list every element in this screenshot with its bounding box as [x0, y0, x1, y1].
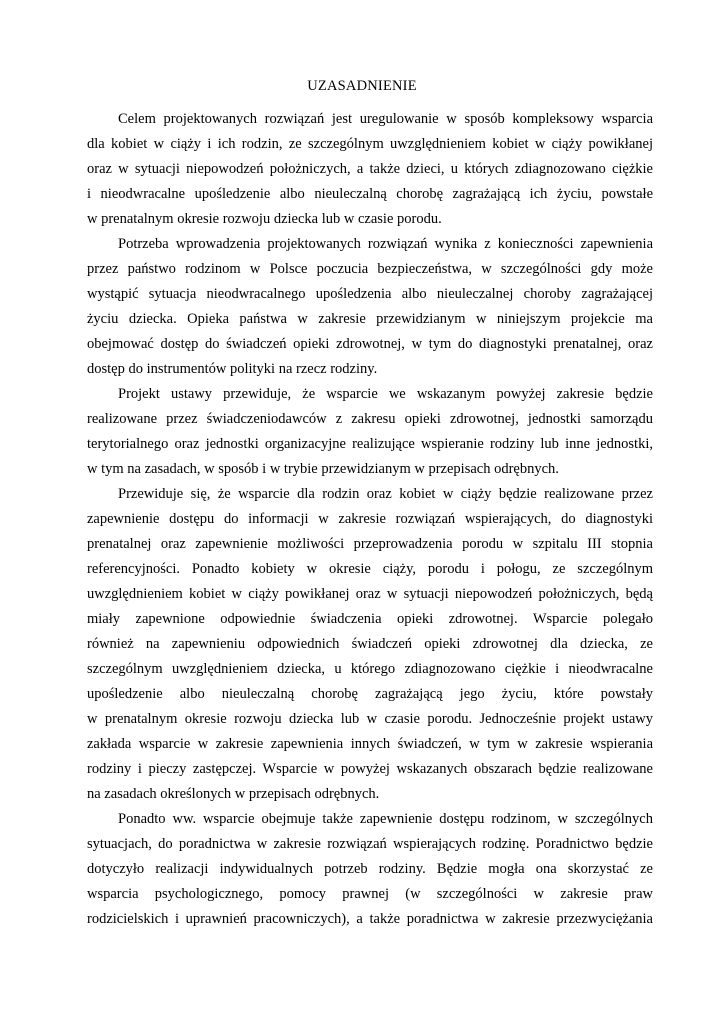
text-line: Potrzeba wprowadzenia projektowanych rozwiązań wynika z konieczności zapewnienia	[118, 236, 653, 252]
text-line: życiu dziecka. Opieka państwa w zakresie przewidzianym w niniejszym projekcie ma	[87, 311, 653, 327]
text-line: zapewnienie dostępu do informacji w zakresie rozwiązań wspierających, do diagnostyki	[87, 511, 653, 527]
text-line: wsparcia psychologicznego, pomocy prawnej (w szczególności w zakresie praw	[87, 886, 653, 902]
document-body	[87, 107, 653, 932]
text-line: również na zapewnieniu odpowiednich świadczeń opieki zdrowotnej dla dziecka, ze	[87, 636, 653, 652]
text-line: w tym na zasadach, w sposób i w trybie przewidzianym w przepisach odrębnych.	[87, 461, 559, 477]
text-line: w prenatalnym okresie rozwoju dziecka lub w czasie porodu.	[87, 211, 442, 227]
paragraph-3	[87, 382, 653, 482]
text-line: terytorialnego oraz jednostki organizacyjne realizujące wspieranie rodziny lub inne jednostki,	[87, 436, 653, 452]
text-line: i nieodwracalne upośledzenie albo nieuleczalną chorobę zagrażającą ich życiu, powstałe	[87, 186, 653, 202]
text-line: wystąpić sytuacja nieodwracalnego upośledzenia albo nieuleczalnej choroby zagrażającej	[87, 286, 653, 302]
text-line: obejmować dostęp do świadczeń opieki zdrowotnej, w tym do diagnostyki prenatalnej, oraz	[87, 336, 653, 352]
text-line: oraz w sytuacji niepowodzeń położniczych, a także dzieci, u których zdiagnozowano ciężkie	[87, 161, 653, 177]
text-line: w prenatalnym okresie rozwoju dziecka lub w czasie porodu. Jednocześnie projekt ustawy	[87, 711, 653, 727]
paragraph-2	[87, 232, 653, 382]
text-line: przez państwo rodzinom w Polsce poczucia bezpieczeństwa, w szczególności gdy może	[87, 261, 653, 277]
text-line: referencyjności. Ponadto kobiety w okresie ciąży, porodu i połogu, ze szczególnym	[87, 561, 653, 577]
text-line: zakłada wsparcie w zakresie zapewnienia innych świadczeń, w tym w zakresie wspierania	[87, 736, 653, 752]
text-line: Przewiduje się, że wsparcie dla rodzin oraz kobiet w ciąży będzie realizowane przez	[118, 486, 653, 502]
text-line: szczególnym uwzględnieniem dziecka, u którego zdiagnozowano ciężkie i nieodwracalne	[87, 661, 653, 677]
text-line: realizowane przez świadczeniodawców z zakresu opieki zdrowotnej, jednostki samorządu	[87, 411, 653, 427]
text-line: na zasadach określonych w przepisach odrębnych.	[87, 786, 380, 802]
document-title: UZASADNIENIE	[307, 78, 417, 94]
paragraph-4	[87, 482, 653, 807]
text-line: miały zapewnione odpowiednie świadczenia opieki zdrowotnej. Wsparcie polegało	[87, 611, 653, 627]
text-line: Ponadto ww. wsparcie obejmuje także zapewnienie dostępu rodzinom, w szczególnych	[118, 811, 653, 827]
text-line: dostęp do instrumentów polityki na rzecz rodziny.	[87, 361, 378, 377]
text-line: dla kobiet w ciąży i ich rodzin, ze szczególnym uwzględnieniem kobiet w ciąży powikłanej	[87, 136, 653, 152]
text-line: dotyczyło realizacji indywidualnych potrzeb rodziny. Będzie mogła ona skorzystać ze	[87, 861, 653, 877]
text-line: upośledzenie albo nieuleczalną chorobę zagrażającą jego życiu, które powstały	[87, 686, 653, 702]
text-line: Celem projektowanych rozwiązań jest uregulowanie w sposób kompleksowy wsparcia	[118, 111, 653, 127]
text-line: prenatalnej oraz zapewnienie możliwości przeprowadzenia porodu w szpitalu III stopnia	[87, 536, 653, 552]
paragraph-1	[87, 107, 653, 232]
text-line: rodziny i pieczy zastępczej. Wsparcie w powyżej wskazanych obszarach będzie realizowane	[87, 761, 653, 777]
text-line: uwzględnieniem kobiet w ciąży powikłanej oraz w sytuacji niepowodzeń położniczych, będą	[87, 586, 653, 602]
paragraph-5	[87, 807, 653, 932]
text-line: Projekt ustawy przewiduje, że wsparcie we wskazanym powyżej zakresie będzie	[118, 386, 653, 402]
text-line: rodzicielskich i uprawnień pracowniczych), a także poradnictwa w zakresie przezwyciężania	[87, 911, 653, 927]
text-line: sytuacjach, do poradnictwa w zakresie rozwiązań wspierających rodzinę. Poradnictwo będzie	[87, 836, 653, 852]
